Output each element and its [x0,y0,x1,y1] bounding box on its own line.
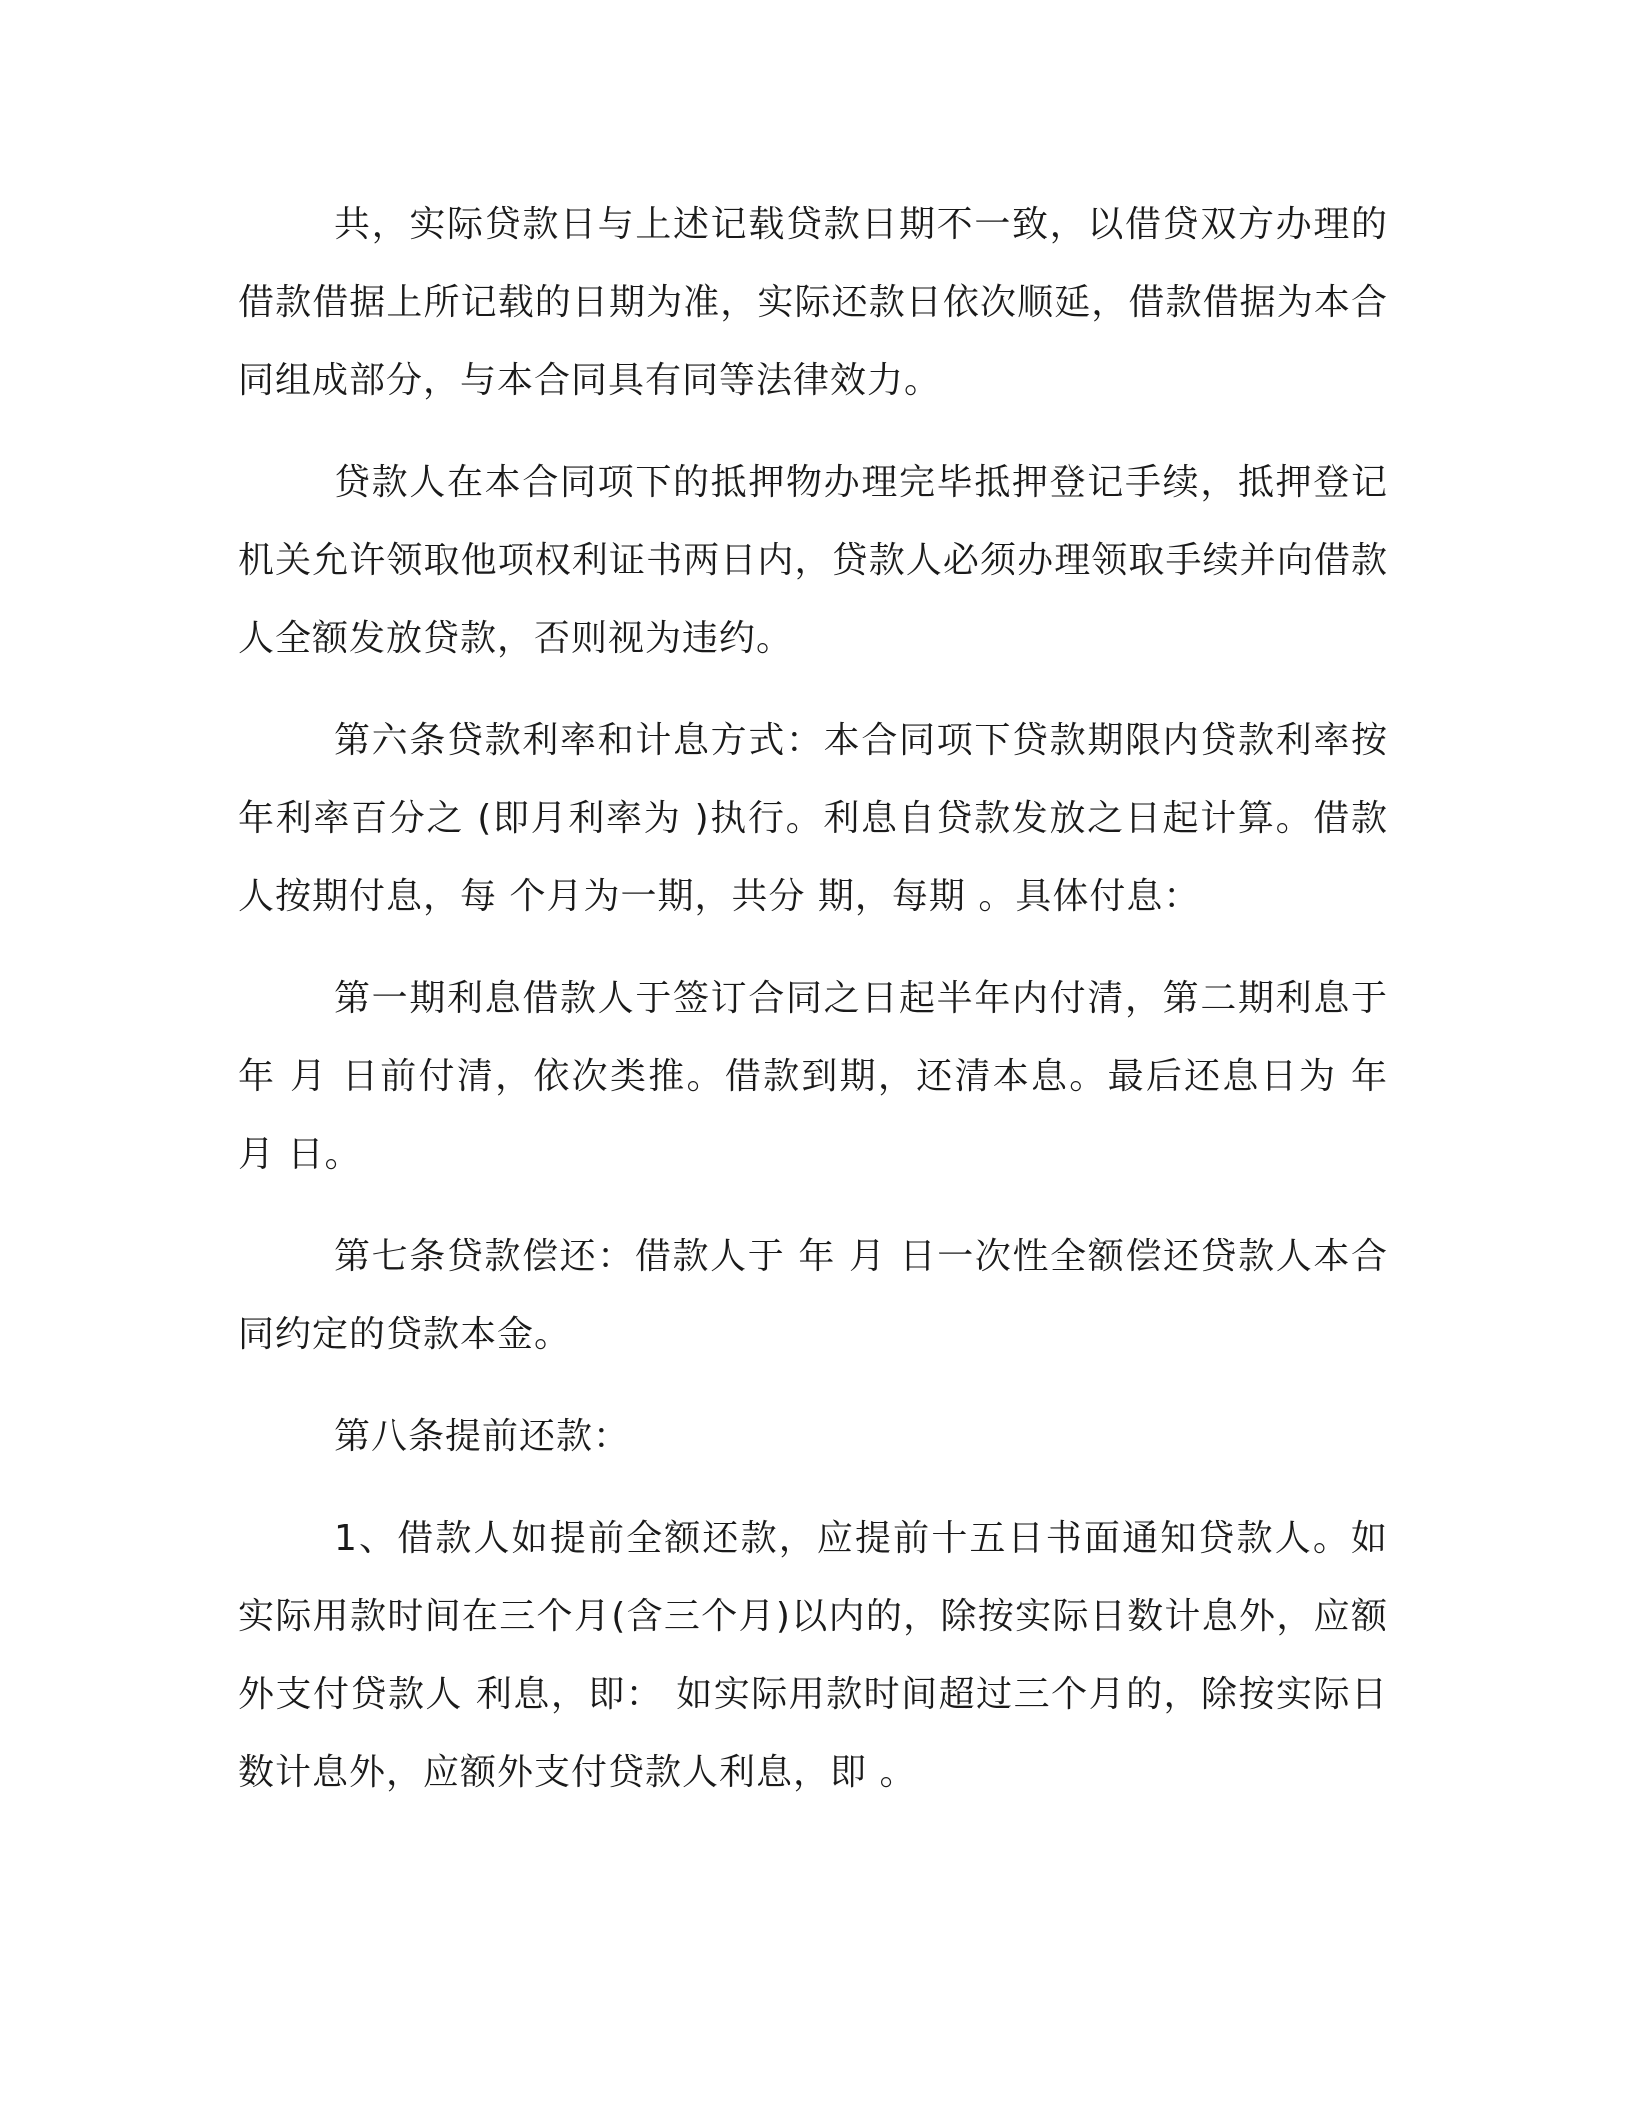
document-body [238,186,1388,1836]
paragraph-article-6-interest: 第六条贷款利率和计息方式：本合同项下贷款期限内贷款利率按年利率百分之 (即月利率为 )执行。利息自贷款发放之日起计算。借款人按期付息，每 个月为一期，共分 期，每期 。具体付息： [238,720,1388,917]
paragraph-interest-schedule: 第一期利息借款人于签订合同之日起半年内付清，第二期利息于 年 月 日前付清，依次类推。借款到期，还清本息。最后还息日为 年 月 日。 [238,978,1388,1175]
paragraph-article-8-heading: 第八条提前还款： [334,1416,631,1457]
paragraph-early-repayment-1: 1、借款人如提前全额还款，应提前十五日书面通知贷款人。如实际用款时间在三个月(含三个月)以内的，除按实际日数计息外，应额外支付贷款人 利息，即： 如实际用款时间超过三个月的，除按实际日数计息外，应额外支付贷款人利息，即 。 [238,1518,1388,1793]
paragraph-article-7-repayment: 第七条贷款偿还：借款人于 年 月 日一次性全额偿还贷款人本合同约定的贷款本金。 [238,1236,1388,1355]
paragraph-loan-date: 共，实际贷款日与上述记载贷款日期不一致，以借贷双方办理的借款借据上所记载的日期为准，实际还款日依次顺延，借款借据为本合同组成部分，与本合同具有同等法律效力。 [238,204,1388,401]
paragraph-mortgage-registration: 贷款人在本合同项下的抵押物办理完毕抵押登记手续，抵押登记机关允许领取他项权利证书两日内，贷款人必须办理领取手续并向借款人全额发放贷款，否则视为违约。 [238,462,1388,659]
